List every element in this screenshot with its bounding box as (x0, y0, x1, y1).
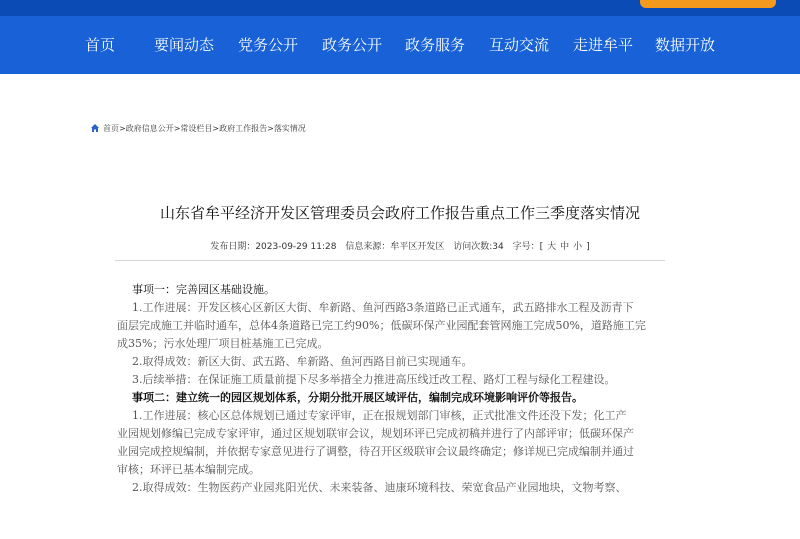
main-nav (0, 16, 800, 74)
meta-divider (115, 260, 665, 261)
top-action-button[interactable] (640, 0, 776, 8)
breadcrumb (90, 122, 306, 136)
breadcrumb-separator: > (119, 124, 126, 133)
article-meta (0, 239, 800, 252)
nav-government-affairs[interactable]: 政务公开 (322, 36, 383, 54)
view-count: 访问次数:34 (453, 242, 504, 252)
font-small-button[interactable]: 小 (573, 242, 583, 252)
item-heading: 事项二：建立统一的园区规划体系，分期分批开展区域评估，编制完成环境影响评价等报告。 (132, 391, 583, 404)
article-title: 山东省牟平经济开发区管理委员会政府工作报告重点工作三季度落实情况 (159, 204, 640, 222)
breadcrumb-regular-columns[interactable]: 常设栏目 (180, 124, 213, 133)
paragraph-line: 面层完成施工并临时通车，总体4条道路已完工约90%；低碳环保产业园配套管网施工完成50%，道路施工完 (117, 319, 646, 332)
paragraph-line: 3.后续举措：在保证施工质量前提下尽多举措全力推进高压线迁改工程、路灯工程与绿化工程建设。 (132, 373, 616, 386)
paragraph-line: 审核；环评已基本编制完成。 (117, 463, 260, 476)
paragraph-line: 成35%；污水处理厂项目桩基施工已完成。 (117, 337, 329, 350)
article-body (117, 281, 665, 497)
breadcrumb-gov-info[interactable]: 政府信息公开 (125, 124, 174, 133)
breadcrumb-separator: > (173, 124, 181, 133)
font-size-control: 字号：[ 大 中 小 ] (512, 242, 590, 252)
breadcrumb-implementation[interactable]: 落实情况 (273, 124, 306, 133)
paragraph-line: 业园规划修编已完成专家评审，通过区规划联审会议，规划环评已完成初稿并进行了内部评审；低碳环保产 (117, 427, 634, 440)
nav-interaction[interactable]: 互动交流 (489, 36, 550, 54)
paragraph-line: 业园完成控规编制，并依据专家意见进行了调整，待召开区级联审会议最终确定；修详规已完成编制并通过 (117, 445, 634, 458)
nav-about-muping[interactable]: 走进牟平 (573, 36, 634, 54)
info-source: 信息来源：牟平区开发区 (345, 242, 445, 252)
nav-open-data[interactable]: 数据开放 (655, 36, 716, 54)
breadcrumb-work-report[interactable]: 政府工作报告 (219, 124, 268, 133)
item-heading: 事项一：完善园区基础设施。 (132, 283, 275, 296)
breadcrumb-separator: > (212, 124, 220, 133)
paragraph-line: 2.取得成效：新区大街、武五路、牟新路、鱼河西路目前已实现通车。 (132, 355, 473, 368)
breadcrumb-separator: > (267, 124, 274, 133)
font-medium-button[interactable]: 中 (560, 242, 570, 252)
nav-government-services[interactable]: 政务服务 (405, 36, 466, 54)
home-icon (90, 123, 100, 133)
paragraph-line: 1.工作进展：开发区核心区新区大街、牟新路、鱼河西路3条道路已正式通车，武五路排水工程及沥青下 (132, 301, 634, 314)
font-large-button[interactable]: 大 (547, 242, 557, 252)
breadcrumb-home[interactable]: 首页 (103, 124, 119, 133)
publish-date: 发布日期：2023-09-29 11:28 (210, 242, 337, 252)
paragraph-line: 1.工作进展：核心区总体规划已通过专家评审，正在报规划部门审核，正式批准文件还没下发；化工产 (132, 409, 627, 422)
nav-news[interactable]: 要闻动态 (154, 36, 215, 54)
nav-party-affairs[interactable]: 党务公开 (238, 36, 299, 54)
paragraph-line: 2.取得成效：生物医药产业园兆阳光伏、未来装备、迪康环境科技、荣宽食品产业园地块，文物考察、 (132, 481, 627, 494)
nav-home[interactable]: 首页 (85, 36, 116, 54)
